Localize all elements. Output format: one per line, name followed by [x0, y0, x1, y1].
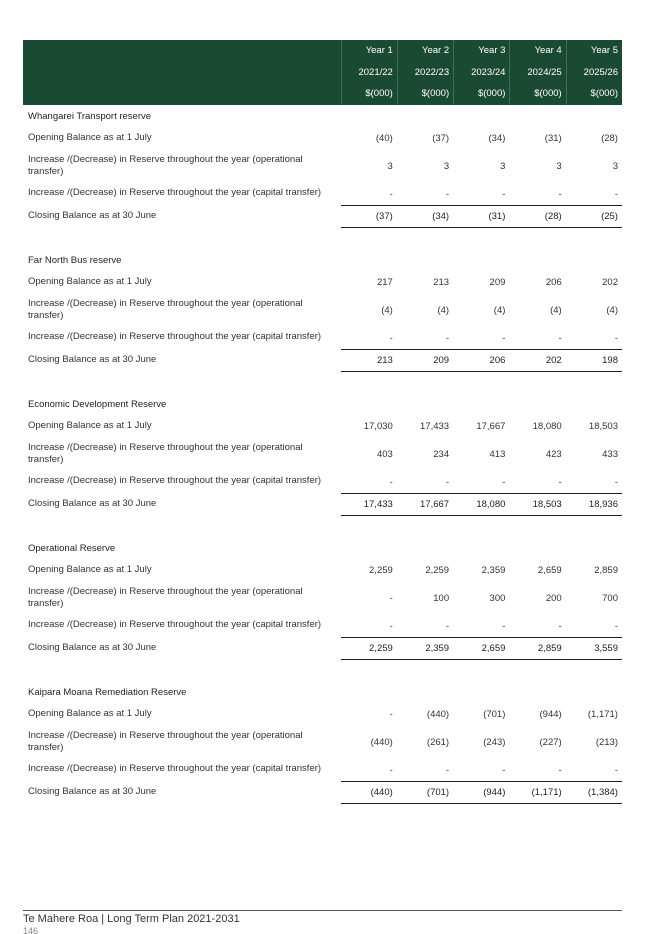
- value-cell-year-2: 234: [433, 448, 450, 460]
- table-header: [23, 40, 622, 105]
- row-values: [341, 637, 623, 659]
- value-cell-year-5: 3: [612, 160, 618, 172]
- row-label: Opening Balance as at 1 July: [28, 707, 152, 719]
- opening-balance-row: [23, 127, 622, 149]
- value-cell-year-4: 18,503: [532, 498, 562, 510]
- section-spacer: [23, 659, 622, 681]
- row-values: [341, 471, 623, 493]
- capital-transfer-row: [23, 759, 622, 781]
- value-cell-year-5: -: [614, 332, 618, 344]
- value-cell-year-5: -: [614, 188, 618, 200]
- reserve-section: [23, 393, 622, 515]
- value-cell-year-3: 413: [489, 448, 506, 460]
- value-cell-year-1: (440): [370, 736, 393, 748]
- value-cell-year-5: 433: [602, 448, 618, 460]
- value-cell-year-4: 3: [556, 160, 562, 172]
- value-cell-year-1: 403: [376, 448, 393, 460]
- value-cell-year-4: (227): [539, 736, 562, 748]
- value-cell-year-2: 100: [433, 592, 450, 604]
- value-cell-year-3: -: [502, 188, 506, 200]
- value-cell-year-3: 3: [500, 160, 506, 172]
- value-cell-year-5: 18,936: [588, 498, 618, 510]
- header-period-2: 2022/23: [397, 62, 453, 84]
- value-cell-year-1: 17,433: [363, 498, 393, 510]
- row-values: [341, 205, 623, 227]
- row-values: [341, 759, 623, 781]
- value-cell-year-2: -: [445, 332, 450, 344]
- value-cell-year-2: 2,359: [425, 642, 450, 654]
- value-cell-year-1: -: [389, 188, 393, 200]
- row-values: [341, 703, 623, 725]
- row-label: Closing Balance as at 30 June: [28, 353, 157, 365]
- capital-transfer-row: [23, 615, 622, 637]
- value-cell-year-5: (213): [595, 736, 618, 748]
- value-cell-year-3: (31): [488, 210, 506, 222]
- value-cell-year-4: (31): [544, 132, 562, 144]
- value-cell-year-4: 2,659: [537, 564, 562, 576]
- value-cell-year-5: (1,171): [587, 708, 618, 720]
- row-label: Opening Balance as at 1 July: [28, 563, 152, 575]
- row-values: [341, 725, 622, 759]
- row-label: Increase /(Decrease) in Reserve throughout the year (operational transfer): [28, 729, 303, 753]
- value-cell-year-5: (28): [601, 132, 618, 144]
- value-cell-year-5: 3,559: [594, 642, 618, 654]
- value-cell-year-3: (944): [483, 786, 506, 798]
- row-values: [341, 781, 623, 803]
- value-cell-year-5: (4): [606, 304, 618, 316]
- value-cell-year-2: 209: [433, 354, 450, 366]
- row-label: Closing Balance as at 30 June: [28, 209, 157, 221]
- opening-balance-row: [23, 415, 622, 437]
- section-title: Operational Reserve: [28, 542, 116, 554]
- row-label: Opening Balance as at 1 July: [28, 131, 152, 143]
- header-period-1: 2021/22: [341, 62, 397, 84]
- row-label: Closing Balance as at 30 June: [28, 785, 157, 797]
- row-values: [341, 437, 622, 471]
- value-cell-year-2: 3: [443, 160, 450, 172]
- operational-transfer-row: [23, 149, 622, 183]
- value-cell-year-1: (4): [381, 304, 393, 316]
- section-spacer: [23, 515, 622, 537]
- value-cell-year-3: -: [502, 764, 506, 776]
- row-values: [341, 183, 623, 205]
- value-cell-year-1: 17,030: [363, 420, 393, 432]
- value-cell-year-2: -: [445, 620, 450, 632]
- value-cell-year-2: 213: [433, 276, 450, 288]
- value-cell-year-4: (4): [550, 304, 562, 316]
- operational-transfer-row: [23, 437, 622, 471]
- row-values: [341, 415, 623, 437]
- row-label: Increase /(Decrease) in Reserve throughout the year (capital transfer): [23, 187, 341, 201]
- value-cell-year-1: (440): [370, 786, 393, 798]
- value-cell-year-4: -: [558, 764, 562, 776]
- value-cell-year-2: (261): [426, 736, 450, 748]
- row-values: [341, 127, 623, 149]
- value-cell-year-3: (243): [483, 736, 506, 748]
- value-cell-year-3: (701): [483, 708, 506, 720]
- value-cell-year-4: (944): [539, 708, 562, 720]
- row-values: [341, 271, 623, 293]
- reserve-section: [23, 249, 622, 371]
- value-cell-year-3: 18,080: [476, 498, 506, 510]
- capital-transfer-row: [23, 183, 622, 205]
- section-title: Far North Bus reserve: [28, 254, 122, 266]
- value-cell-year-3: 209: [489, 276, 506, 288]
- value-cell-year-2: (701): [426, 786, 450, 798]
- closing-balance-row: [23, 349, 622, 371]
- value-cell-year-3: -: [502, 620, 506, 632]
- value-cell-year-2: -: [445, 476, 450, 488]
- section-title: Kaipara Moana Remediation Reserve: [28, 686, 187, 698]
- value-cell-year-4: 202: [545, 354, 562, 366]
- operational-transfer-row: [23, 581, 622, 615]
- value-cell-year-3: (34): [488, 132, 506, 144]
- value-cell-year-2: 17,433: [420, 420, 450, 432]
- page-footer: [23, 910, 622, 925]
- value-cell-year-1: -: [389, 620, 393, 632]
- value-cell-year-1: (37): [375, 210, 393, 222]
- header-unit-2: $(000): [397, 83, 453, 105]
- section-title: Economic Development Reserve: [28, 398, 167, 410]
- value-cell-year-5: -: [614, 620, 618, 632]
- value-cell-year-2: 2,259: [425, 564, 450, 576]
- capital-transfer-row: [23, 471, 622, 493]
- page-number: 146: [23, 926, 39, 934]
- row-values: [341, 493, 623, 515]
- value-cell-year-4: (28): [544, 210, 562, 222]
- header-units-row: [23, 83, 622, 105]
- value-cell-year-3: 2,359: [481, 564, 506, 576]
- reserve-section: [23, 537, 622, 659]
- reserve-sections: [23, 105, 622, 803]
- value-cell-year-5: 198: [602, 354, 618, 366]
- value-cell-year-4: 206: [545, 276, 562, 288]
- row-label: Increase /(Decrease) in Reserve throughout the year (operational transfer): [28, 153, 303, 177]
- header-period-4: 2024/25: [509, 62, 565, 84]
- row-values: [341, 327, 623, 349]
- header-year-1: Year 1: [341, 40, 397, 62]
- header-unit-4: $(000): [509, 83, 565, 105]
- value-cell-year-2: -: [445, 764, 450, 776]
- value-cell-year-1: 2,259: [369, 564, 393, 576]
- value-cell-year-2: (440): [426, 708, 450, 720]
- row-label: Increase /(Decrease) in Reserve throughout the year (operational transfer): [28, 297, 303, 321]
- value-cell-year-4: 423: [545, 448, 562, 460]
- closing-balance-row: [23, 637, 622, 659]
- value-cell-year-5: (1,384): [587, 786, 618, 798]
- header-period-5: 2025/26: [566, 62, 622, 84]
- value-cell-year-2: (37): [432, 132, 450, 144]
- reserves-table: [23, 40, 622, 803]
- row-label: Closing Balance as at 30 June: [28, 641, 157, 653]
- closing-balance-row: [23, 205, 622, 227]
- reserve-section: [23, 105, 622, 227]
- reserve-section: [23, 681, 622, 803]
- header-years-row: [23, 40, 622, 62]
- value-cell-year-5: (25): [601, 210, 618, 222]
- value-cell-year-2: (4): [437, 304, 450, 316]
- row-values: [341, 349, 623, 371]
- row-label: Increase /(Decrease) in Reserve throughout the year (capital transfer): [23, 763, 341, 777]
- value-cell-year-1: -: [389, 764, 393, 776]
- value-cell-year-1: -: [389, 592, 393, 604]
- value-cell-year-2: 17,667: [420, 498, 450, 510]
- opening-balance-row: [23, 271, 622, 293]
- operational-transfer-row: [23, 293, 622, 327]
- value-cell-year-4: -: [558, 332, 562, 344]
- value-cell-year-3: 2,659: [481, 642, 506, 654]
- row-label: Opening Balance as at 1 July: [28, 275, 152, 287]
- header-unit-5: $(000): [566, 83, 622, 105]
- header-year-4: Year 4: [509, 40, 565, 62]
- value-cell-year-1: 2,259: [369, 642, 393, 654]
- value-cell-year-1: 3: [387, 160, 393, 172]
- value-cell-year-3: 300: [489, 592, 506, 604]
- row-label: Increase /(Decrease) in Reserve throughout the year (operational transfer): [28, 585, 303, 609]
- footer-title: Te Mahere Roa | Long Term Plan 2021-2031: [23, 913, 240, 925]
- row-label: Increase /(Decrease) in Reserve throughout the year (capital transfer): [23, 619, 341, 633]
- row-label: Increase /(Decrease) in Reserve throughout the year (capital transfer): [23, 475, 341, 489]
- section-title: Whangarei Transport reserve: [28, 110, 152, 122]
- closing-balance-row: [23, 493, 622, 515]
- header-year-3: Year 3: [453, 40, 509, 62]
- capital-transfer-row: [23, 327, 622, 349]
- row-values: [341, 581, 622, 615]
- header-unit-3: $(000): [453, 83, 509, 105]
- value-cell-year-5: -: [614, 764, 618, 776]
- row-label: Increase /(Decrease) in Reserve throughout the year (operational transfer): [28, 441, 303, 465]
- value-cell-year-2: (34): [432, 210, 450, 222]
- value-cell-year-4: -: [558, 620, 562, 632]
- value-cell-year-5: 2,859: [594, 564, 618, 576]
- value-cell-year-4: 2,859: [537, 642, 562, 654]
- value-cell-year-4: -: [558, 476, 562, 488]
- value-cell-year-1: 217: [376, 276, 393, 288]
- value-cell-year-5: 700: [602, 592, 618, 604]
- value-cell-year-5: 202: [602, 276, 618, 288]
- opening-balance-row: [23, 703, 622, 725]
- value-cell-year-1: (40): [375, 132, 393, 144]
- operational-transfer-row: [23, 725, 622, 759]
- header-periods-row: [23, 62, 622, 84]
- row-label: Closing Balance as at 30 June: [28, 497, 157, 509]
- value-cell-year-4: -: [558, 188, 562, 200]
- row-values: [341, 293, 622, 327]
- value-cell-year-4: 200: [545, 592, 562, 604]
- value-cell-year-3: 17,667: [476, 420, 506, 432]
- value-cell-year-1: -: [389, 708, 393, 720]
- value-cell-year-4: 18,080: [532, 420, 562, 432]
- value-cell-year-3: 206: [489, 354, 506, 366]
- value-cell-year-5: -: [614, 476, 618, 488]
- section-spacer: [23, 371, 622, 393]
- value-cell-year-1: 213: [376, 354, 393, 366]
- row-label: Increase /(Decrease) in Reserve throughout the year (capital transfer): [23, 331, 341, 345]
- value-cell-year-3: (4): [493, 304, 506, 316]
- header-year-5: Year 5: [566, 40, 622, 62]
- value-cell-year-1: -: [389, 332, 393, 344]
- opening-balance-row: [23, 559, 622, 581]
- header-period-3: 2023/24: [453, 62, 509, 84]
- value-cell-year-3: -: [502, 332, 506, 344]
- section-spacer: [23, 227, 622, 249]
- row-values: [341, 559, 623, 581]
- value-cell-year-2: -: [445, 188, 450, 200]
- header-year-2: Year 2: [397, 40, 453, 62]
- value-cell-year-4: (1,171): [531, 786, 562, 798]
- header-unit-1: $(000): [341, 83, 397, 105]
- row-label: Opening Balance as at 1 July: [28, 419, 152, 431]
- closing-balance-row: [23, 781, 622, 803]
- value-cell-year-3: -: [502, 476, 506, 488]
- row-values: [341, 149, 622, 183]
- row-values: [341, 615, 623, 637]
- value-cell-year-1: -: [389, 476, 393, 488]
- value-cell-year-5: 18,503: [588, 420, 618, 432]
